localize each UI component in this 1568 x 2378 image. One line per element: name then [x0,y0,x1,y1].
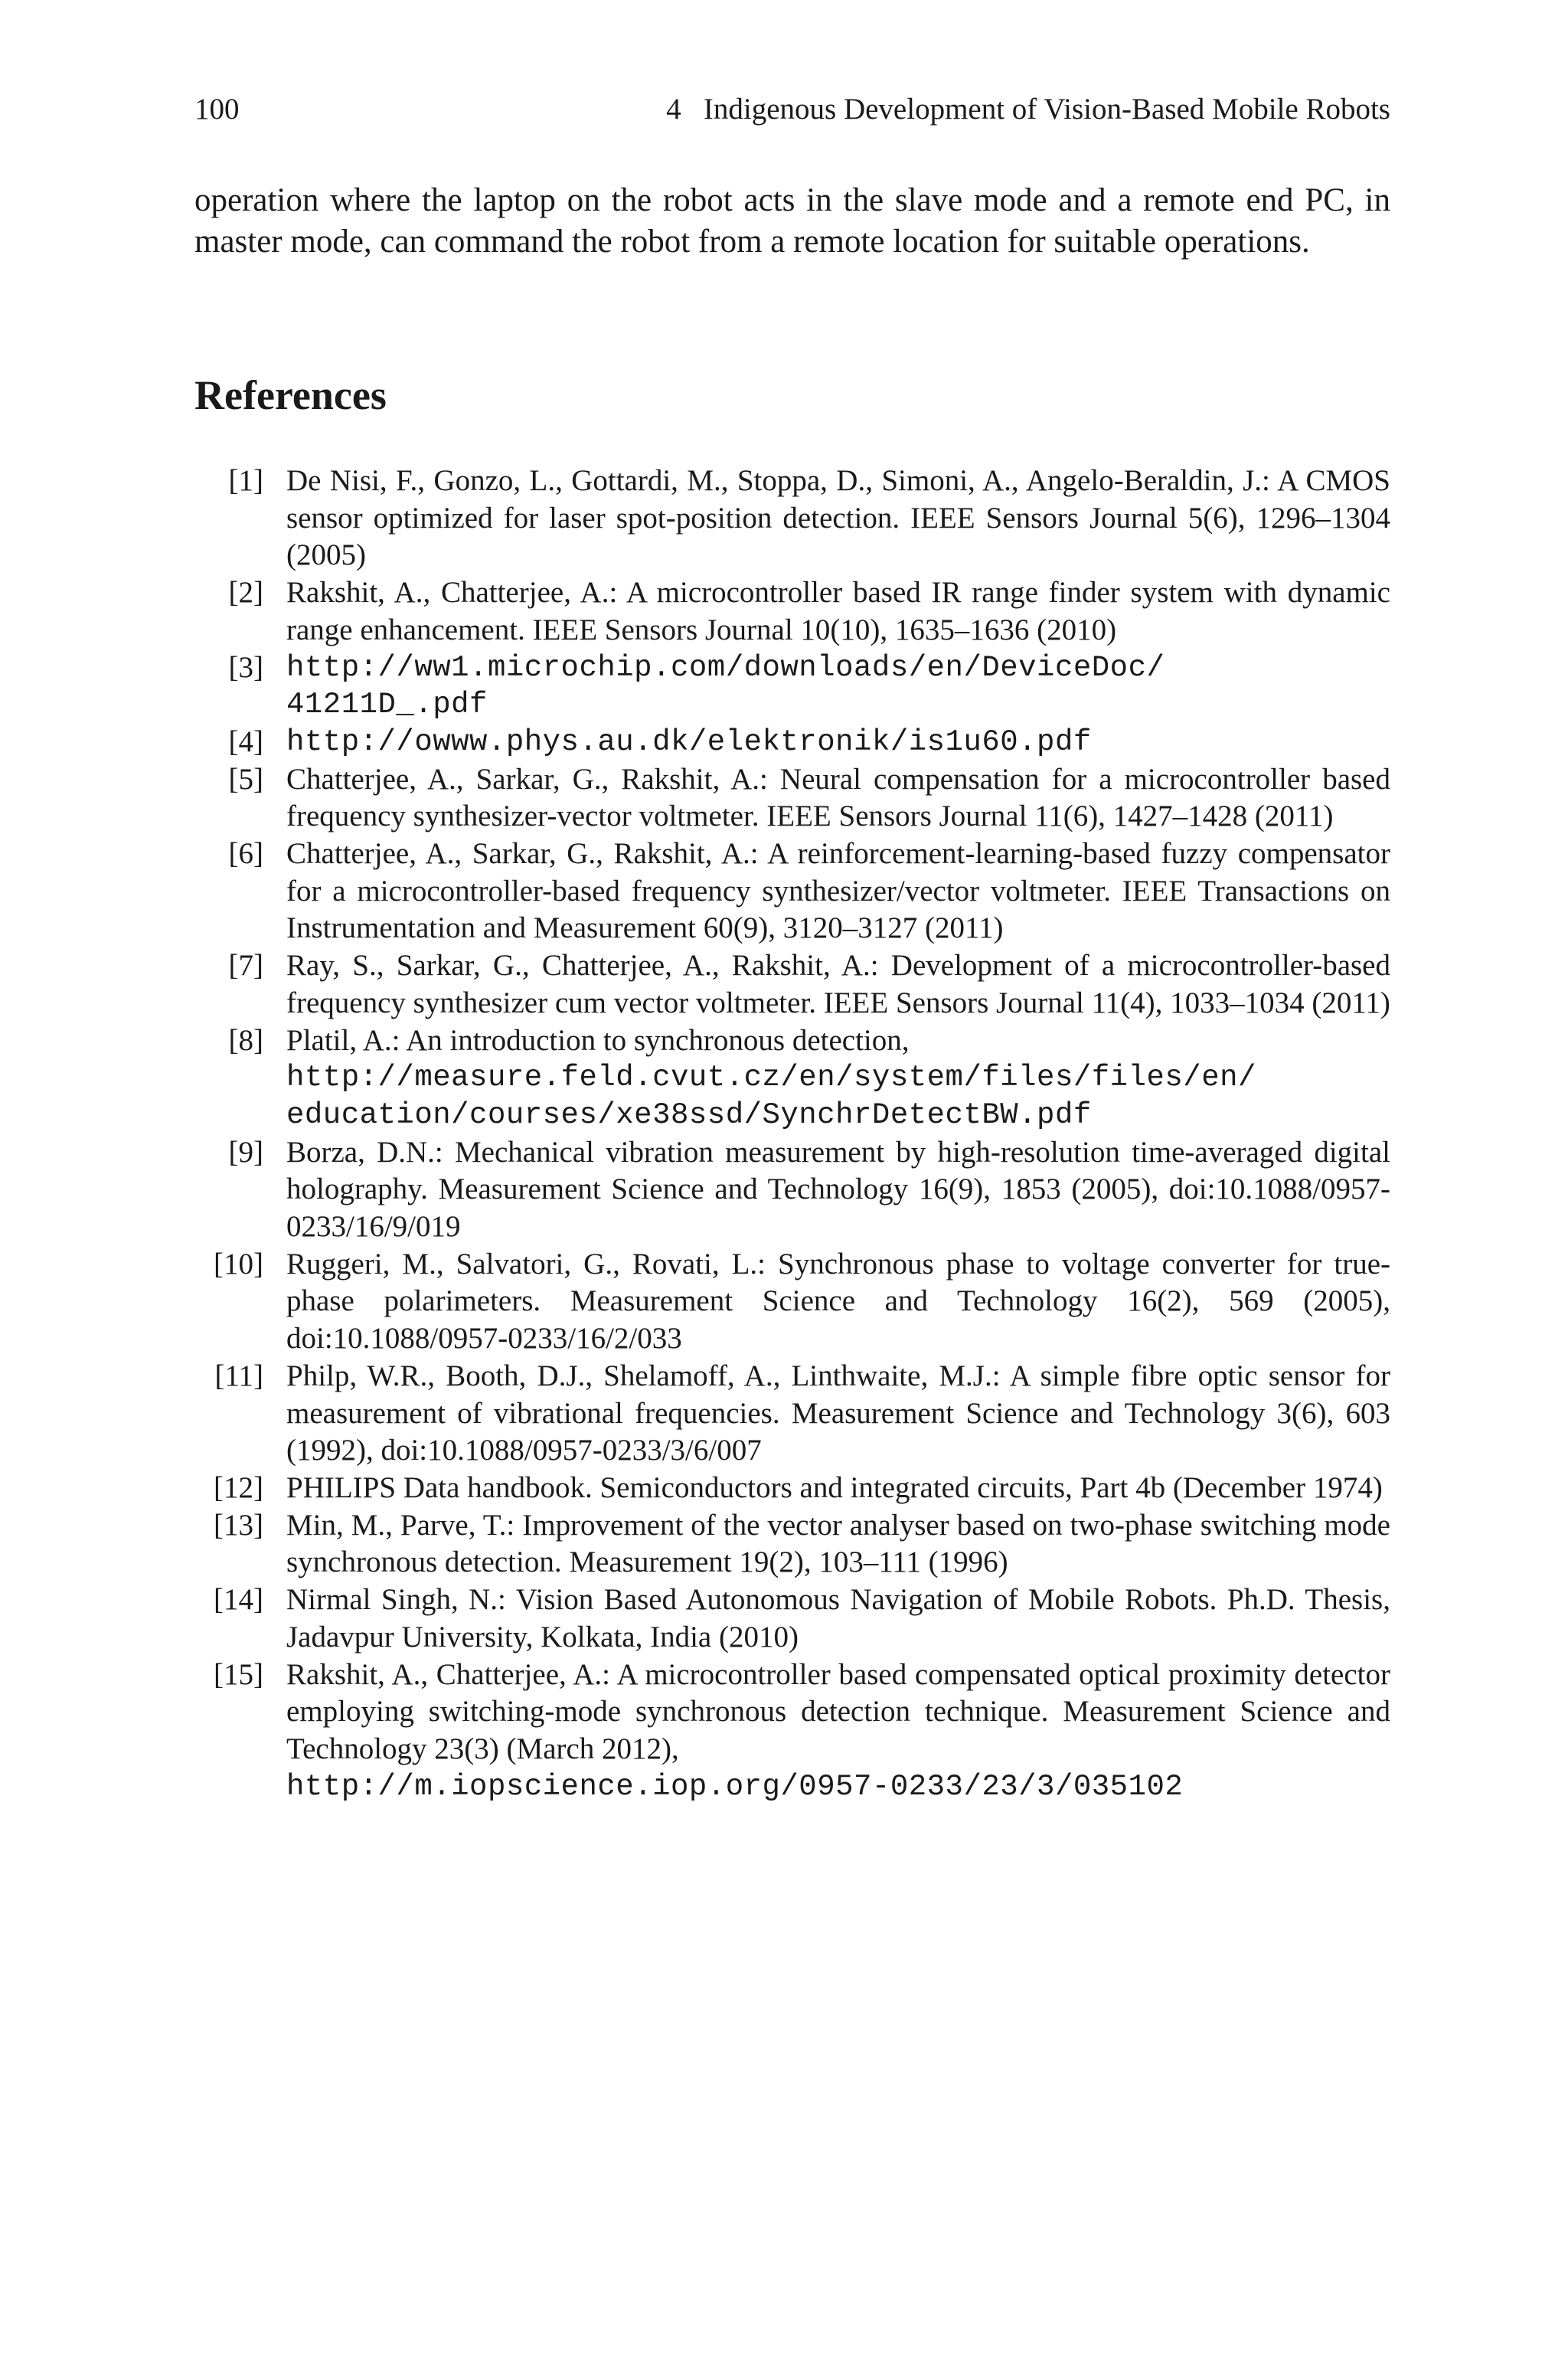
reference-number: [13] [214,1508,263,1542]
reference-text: Min, M., Parve, T.: Improvement of the vector analyser based on two-phase switching mode synchronous detection. Measurement 19(2), 103–111 (1996) [286,1508,1390,1579]
reference-description: Platil, A.: An introduction to synchronous detection, [286,1023,910,1057]
reference-1 [194,463,1390,574]
reference-number: [8] [228,1023,263,1057]
references-heading: References [194,372,387,418]
reference-url-link[interactable]: http://measure.feld.cvut.cz/en/system/files/files/en/ [286,1061,1256,1095]
reference-text: Philp, W.R., Booth, D.J., Shelamoff, A., Linthwaite, M.J.: A simple fibre optic sensor for measurement of vibrational frequencies. Measurement Science and Technology 3(6), 603 (1992), doi:10.1088/0957-0233/3/6/007 [286,1359,1390,1467]
reference-2 [194,574,1390,649]
reference-text [286,1022,1390,1134]
reference-8 [194,1022,1390,1134]
reference-6 [194,836,1390,947]
reference-number: [10] [214,1247,263,1281]
reference-description: Rakshit, A., Chatterjee, A.: A microcontroller based compensated optical proximity detector employing switching-mode synchronous detection technique. Measurement Science and Technology 23(3) (March 2012), [286,1657,1390,1765]
intro-paragraph: operation where the laptop on the robot acts in the slave mode and a remote end PC, in master mode, can command the robot from a remote location for suitable operations. [194,182,1390,260]
running-head [194,90,1390,129]
reference-7 [194,947,1390,1022]
reference-14 [194,1582,1390,1656]
reference-text: Ray, S., Sarkar, G., Chatterjee, A., Rakshit, A.: Development of a microcontroller-based frequency synthesizer cum vector voltmeter. IEEE Sensors Journal 11(4), 1033–1034 (2011) [286,949,1390,1019]
reference-url-link[interactable]: http://owww.phys.au.dk/elektronik/is1u60.pdf [286,725,1092,759]
reference-url-link[interactable]: http://m.iopscience.iop.org/0957-0233/23/3/035102 [286,1769,1184,1804]
reference-text [286,724,1390,761]
reference-number: [5] [228,762,263,796]
reference-5 [194,761,1390,836]
reference-number: [6] [228,837,263,871]
reference-13 [194,1507,1390,1582]
reference-number: [7] [228,949,263,983]
reference-12 [194,1470,1390,1507]
reference-15 [194,1657,1390,1806]
reference-text [286,649,1390,724]
reference-text: Borza, D.N.: Mechanical vibration measurement by high-resolution time-averaged digital holography. Measurement Science and Technology 16(9), 1853 (2005), doi:10.1088/0957-0233/16/9/019 [286,1135,1390,1244]
reference-number: [4] [228,725,263,758]
reference-text: PHILIPS Data handbook. Semiconductors and integrated circuits, Part 4b (December 1974) [286,1470,1383,1504]
reference-text [286,1657,1390,1806]
reference-text: Nirmal Singh, N.: Vision Based Autonomous Navigation of Mobile Robots. Ph.D. Thesis, Jadavpur University, Kolkata, India (2010) [286,1583,1390,1653]
reference-list [194,463,1390,1805]
page-number: 100 [194,93,240,126]
reference-url-link[interactable]: education/courses/xe38ssd/SynchrDetectBW.pdf [286,1097,1092,1132]
reference-text: Chatterjee, A., Sarkar, G., Rakshit, A.: A reinforcement-learning-based fuzzy compensator for a microcontroller-based frequency synthesizer/vector voltmeter. IEEE Transactions on Instrumentation and Measurement 60(9), 3120–3127 (2011) [286,837,1390,945]
reference-text: Rakshit, A., Chatterjee, A.: A microcontroller based IR range finder system with dynamic range enhancement. IEEE Sensors Journal 10(10), 1635–1636 (2010) [286,576,1390,646]
reference-number: [14] [214,1583,263,1617]
reference-text: Ruggeri, M., Salvatori, G., Rovati, L.: Synchronous phase to voltage converter for true-phase polarimeters. Measurement Science and Technology 16(2), 569 (2005), doi:10.1088/0957-0233/16/2/033 [286,1247,1390,1356]
reference-number: [1] [228,464,263,497]
reference-url-link[interactable]: 41211D_.pdf [286,688,488,722]
reference-10 [194,1246,1390,1358]
reference-number: [3] [228,650,263,684]
reference-number: [15] [214,1657,263,1691]
reference-text: De Nisi, F., Gonzo, L., Gottardi, M., Stoppa, D., Simoni, A., Angelo-Beraldin, J.: A CMOS sensor optimized for laser spot-position detection. IEEE Sensors Journal 5(6), 1296–1304 (2005) [286,464,1390,572]
reference-4 [194,724,1390,761]
reference-11 [194,1358,1390,1470]
reference-number: [11] [214,1359,263,1392]
reference-3 [194,649,1390,724]
reference-number: [9] [228,1135,263,1169]
chapter-title: 4 Indigenous Development of Vision-Based Mobile Robots [666,93,1390,126]
reference-number: [2] [228,576,263,610]
reference-url-link[interactable]: http://ww1.microchip.com/downloads/en/DeviceDoc/ [286,650,1165,685]
reference-text: Chatterjee, A., Sarkar, G., Rakshit, A.: Neural compensation for a microcontroller based frequency synthesizer-vector voltmeter. IEEE Sensors Journal 11(6), 1427–1428 (2011) [286,762,1390,833]
reference-number: [12] [214,1470,263,1504]
reference-9 [194,1134,1390,1246]
